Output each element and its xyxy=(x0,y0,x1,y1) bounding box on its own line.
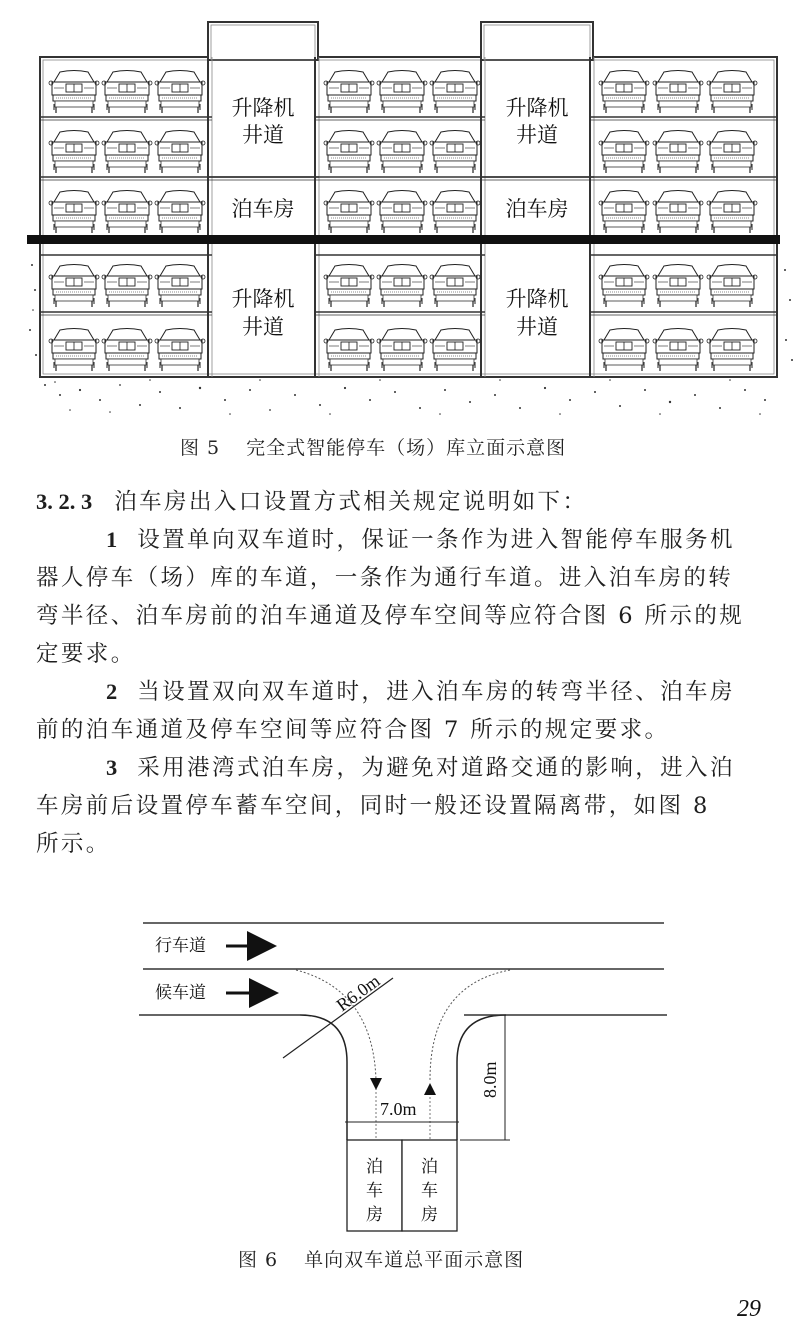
item-2-line-1: 2 当设置双向双车道时，进入泊车房的转弯半径、泊车房 xyxy=(106,679,735,705)
figure-5-caption xyxy=(180,433,566,460)
item-2-line-2: 前的泊车通道及停车空间等应符合图 7 所示的规定要求。 xyxy=(36,717,670,743)
item-1-line-2: 器人停车（场）库的车道，一条作为通行车道。进入泊车房的转 xyxy=(36,565,734,591)
item-3-line-1: 3 采用港湾式泊车房，为避免对道路交通的影响，进入泊 xyxy=(106,755,735,781)
depth-dimension-label: 8.0m xyxy=(480,1061,500,1098)
figure-6-caption-title: 单向双车道总平面示意图 xyxy=(304,1249,525,1271)
section-number: 3. 2. 3 xyxy=(36,489,93,514)
waiting-lane-label: 候车道 xyxy=(155,983,206,1003)
parking-room-2-char-2: 车 xyxy=(421,1181,438,1201)
section-heading-line xyxy=(36,483,771,521)
figure-5-caption-number: 图 5 xyxy=(180,437,221,459)
parking-room-label-2: 泊车房 xyxy=(505,197,569,221)
car-bay-3 xyxy=(599,71,757,372)
elevator-shaft-label-2d: 井道 xyxy=(516,315,558,339)
section-heading: 泊车房出入口设置方式相关规定说明如下： xyxy=(114,489,588,515)
item-1-number: 1 xyxy=(106,527,118,552)
page-number: 29 xyxy=(737,1296,761,1322)
arrow-down-icon xyxy=(370,1078,382,1090)
figure-5-elevation-drawing xyxy=(0,0,799,430)
turn-radius-label: R6.0m xyxy=(332,970,384,1016)
elevator-shaft-label-2c: 升降机 xyxy=(505,287,569,311)
figure-6-plan-drawing xyxy=(0,900,799,1240)
building-frame xyxy=(40,22,777,377)
figure-6-caption xyxy=(238,1245,524,1272)
item-2-number: 2 xyxy=(106,679,118,704)
width-dimension-label: 7.0m xyxy=(380,1099,417,1119)
parking-room-1-char-1: 泊 xyxy=(366,1157,383,1177)
section-3-2-3 xyxy=(36,483,771,863)
figure-6 xyxy=(0,900,799,1240)
arrow-up-icon xyxy=(424,1083,436,1095)
parking-room-label-1: 泊车房 xyxy=(231,197,295,221)
car-bay-1 xyxy=(49,71,205,372)
figure-6-caption-number: 图 6 xyxy=(238,1249,279,1271)
elevator-shaft-label-1d: 井道 xyxy=(242,315,284,339)
parking-room-2-char-1: 泊 xyxy=(421,1157,438,1177)
figure-5-caption-title: 完全式智能停车（场）库立面示意图 xyxy=(246,437,567,459)
item-1-line-3: 弯半径、泊车房前的泊车通道及停车空间等应符合图 6 所示的规 xyxy=(36,603,745,629)
car-bay-2 xyxy=(324,71,480,372)
item-3-line-3: 所示。 xyxy=(36,831,111,857)
parking-room-1-char-3: 房 xyxy=(366,1205,383,1225)
elevator-shaft-label-2b: 井道 xyxy=(516,123,558,147)
item-1-line-1: 1 设置单向双车道时，保证一条作为进入智能停车服务机 xyxy=(106,527,735,553)
elevator-shaft-label-1b: 井道 xyxy=(242,123,284,147)
elevator-shaft-label-1a: 升降机 xyxy=(231,96,295,120)
elevator-shaft-label-2a: 升降机 xyxy=(505,96,569,120)
through-lane-label: 行车道 xyxy=(155,936,206,956)
ground-line xyxy=(27,235,780,244)
item-1-line-4: 定要求。 xyxy=(36,641,136,667)
elevator-shaft-label-1c: 升降机 xyxy=(231,287,295,311)
item-3-line-2: 车房前后设置停车蓄车空间，同时一般还设置隔离带，如图 8 xyxy=(36,793,710,819)
item-3-number: 3 xyxy=(106,755,118,780)
parking-room-2-char-3: 房 xyxy=(421,1205,438,1225)
figure-5 xyxy=(0,0,799,430)
parking-room-1-char-2: 车 xyxy=(366,1181,383,1201)
